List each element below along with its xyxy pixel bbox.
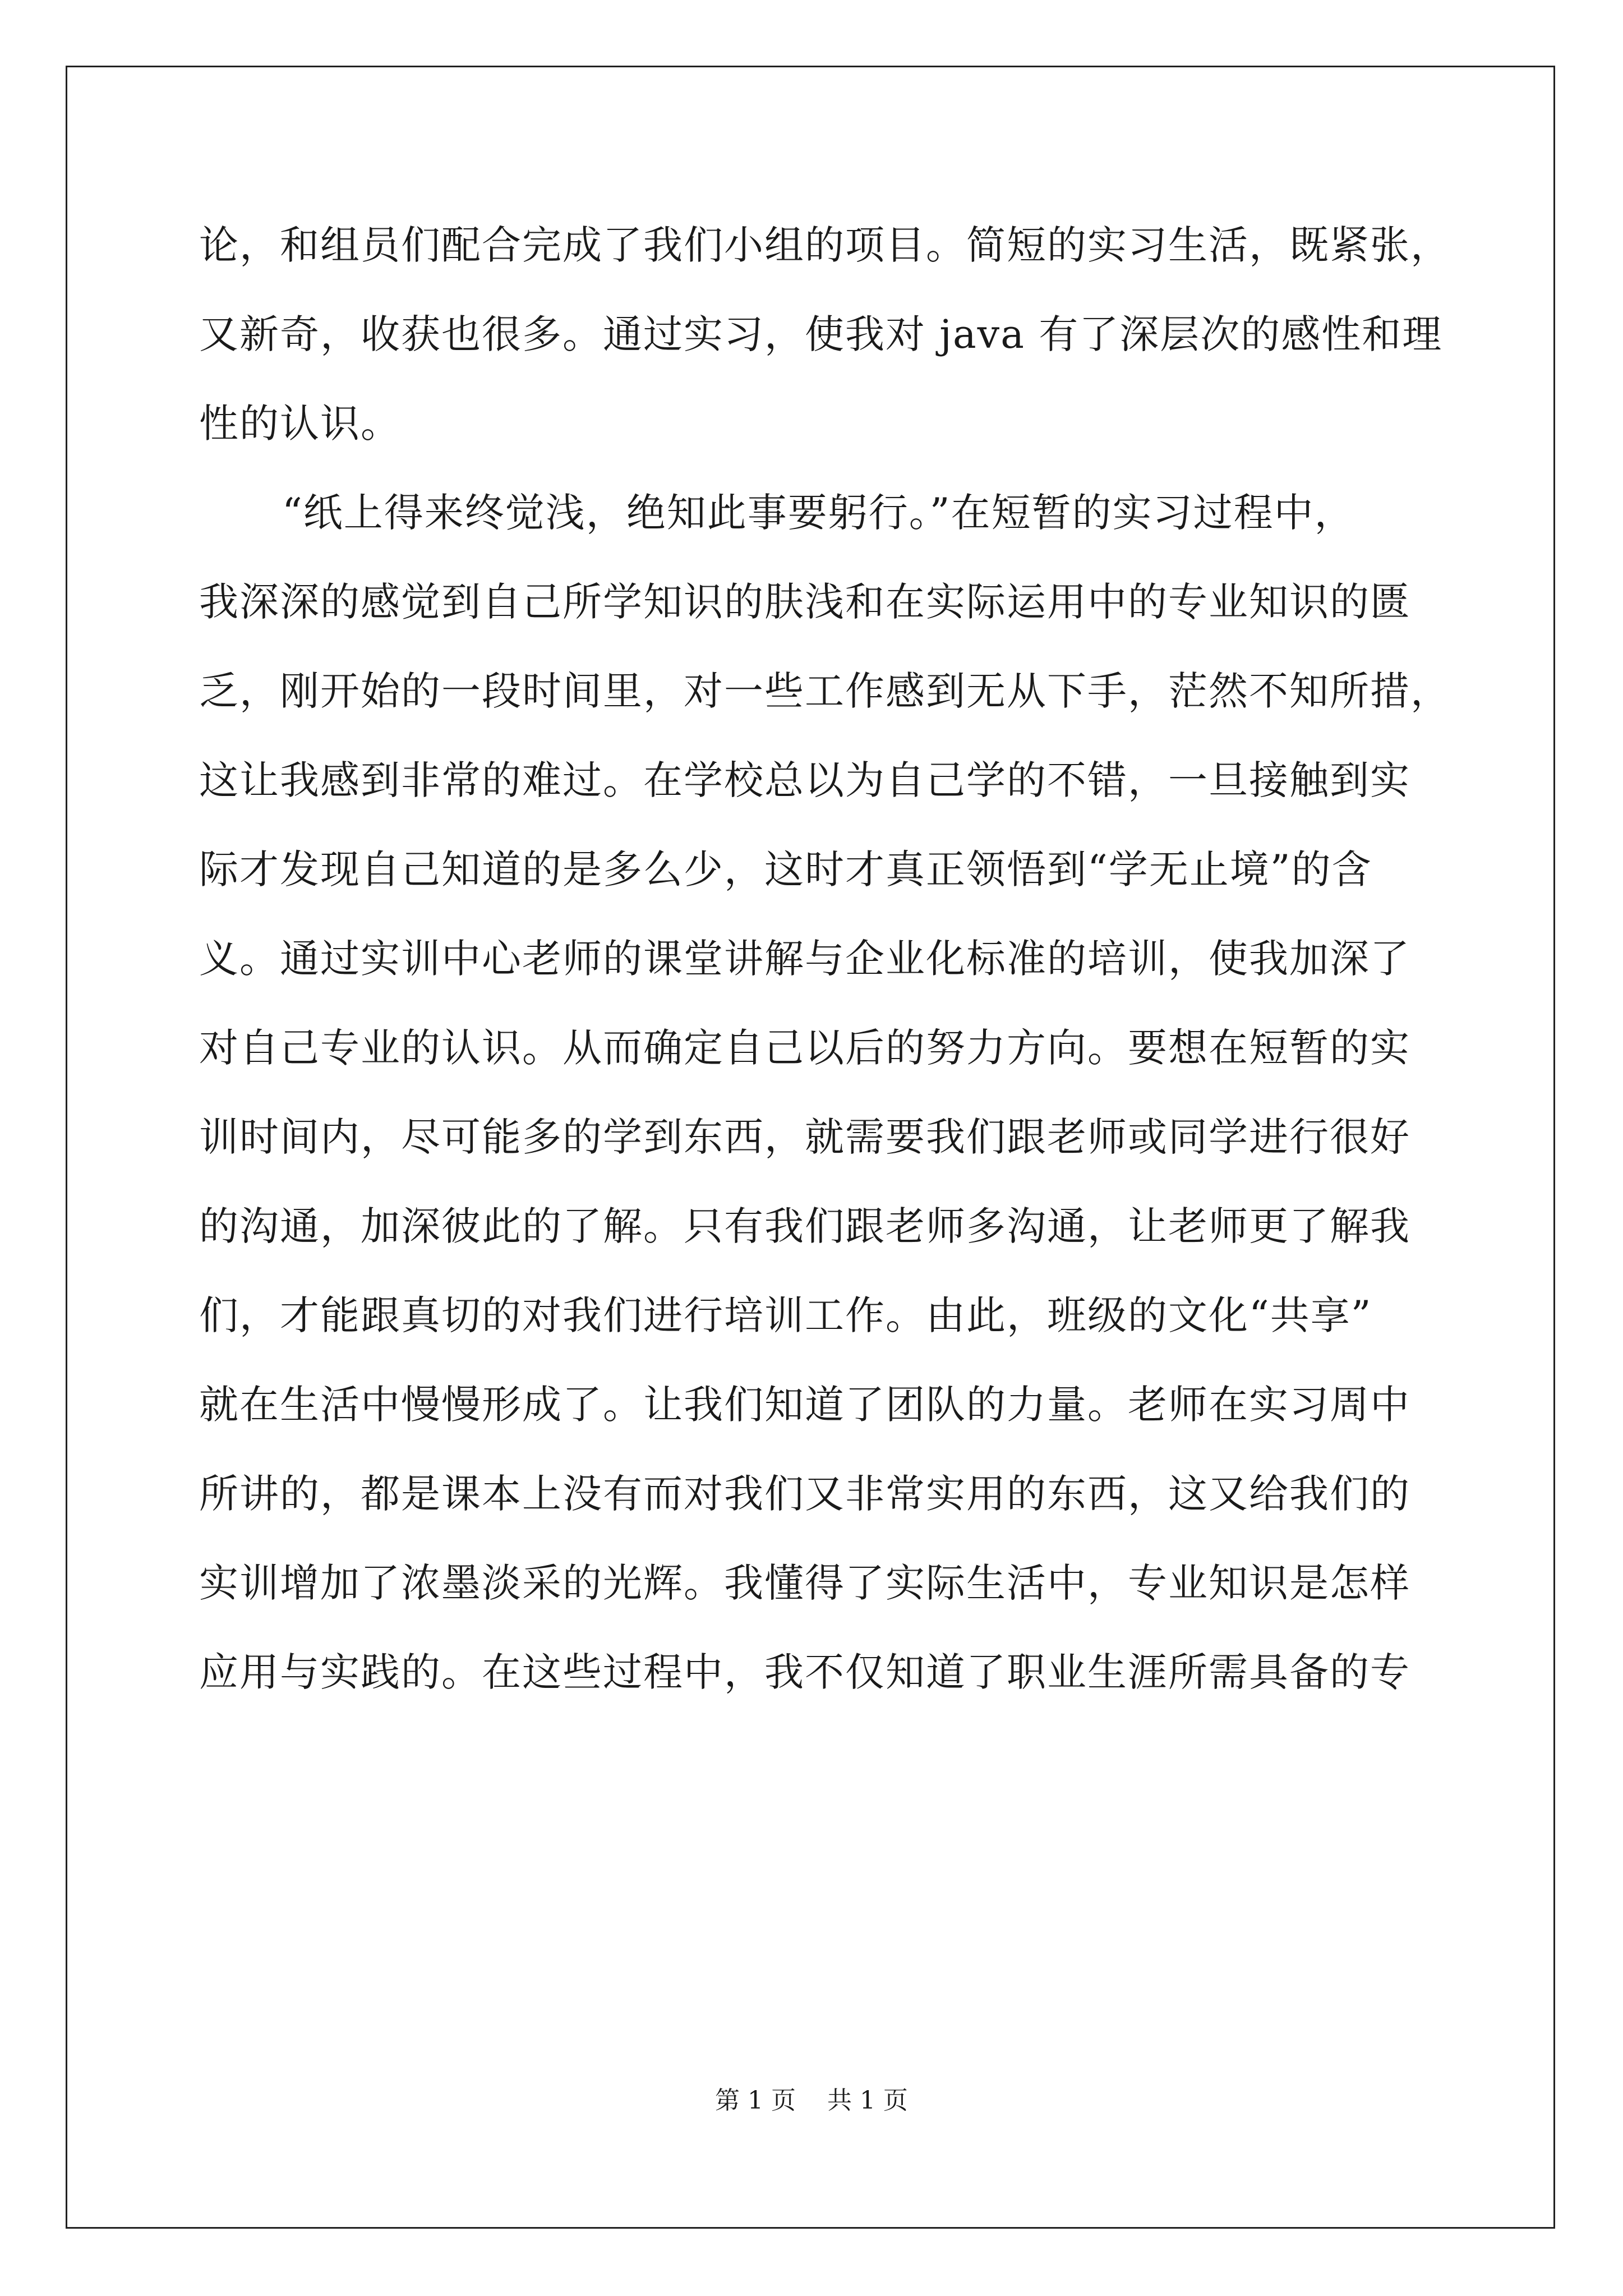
text-line-8: 际才发现自己知道的是多么少，这时才真正领悟到“学无止境”的含 <box>199 846 1372 892</box>
text-line-2: 又新奇，收获也很多。通过实习，使我对 java 有了深层次的感性和理 <box>199 311 1443 357</box>
text-line-3: 性的认识。 <box>199 401 401 447</box>
text-line-7: 这让我感到非常的难过。在学校总以为自己学的不错，一旦接触到实 <box>199 757 1410 803</box>
text-line-10: 对自己专业的认识。从而确定自己以后的努力方向。要想在短暂的实 <box>199 1025 1410 1071</box>
page-footer <box>0 2084 1623 2118</box>
text-line-14: 就在生活中慢慢形成了。让我们知道了团队的力量。老师在实习周中 <box>199 1382 1410 1428</box>
text-line-11: 训时间内，尽可能多的学到东西，就需要我们跟老师或同学进行很好 <box>199 1114 1410 1160</box>
text-line-5: 我深深的感觉到自己所学知识的肤浅和在实际运用中的专业知识的匮 <box>199 579 1410 625</box>
text-line-1: 论，和组员们配合完成了我们小组的项目。简短的实习生活，既紧张， <box>199 222 1451 268</box>
text-line-9: 义。通过实训中心老师的课堂讲解与企业化标准的培训，使我加深了 <box>199 936 1410 982</box>
document-body <box>199 201 1451 1717</box>
page-total: 共 1 页 <box>827 2086 908 2115</box>
text-line-6: 乏，刚开始的一段时间里，对一些工作感到无从下手，茫然不知所措， <box>199 668 1451 714</box>
text-line-13: 们，才能跟真切的对我们进行培训工作。由此，班级的文化“共享” <box>199 1292 1372 1338</box>
text-line-17: 应用与实践的。在这些过程中，我不仅知道了职业生涯所需具备的专 <box>199 1649 1410 1695</box>
text-line-12: 的沟通，加深彼此的了解。只有我们跟老师多沟通，让老师更了解我 <box>199 1203 1410 1249</box>
text-line-4-paragraph-start: “纸上得来终觉浅，绝知此事要躬行。”在短暂的实习过程中， <box>282 490 1355 536</box>
text-line-15: 所讲的，都是课本上没有而对我们又非常实用的东西，这又给我们的 <box>199 1471 1410 1517</box>
text-line-16: 实训增加了浓墨淡采的光辉。我懂得了实际生活中，专业知识是怎样 <box>199 1560 1410 1606</box>
page-number: 第 1 页 <box>715 2086 796 2115</box>
